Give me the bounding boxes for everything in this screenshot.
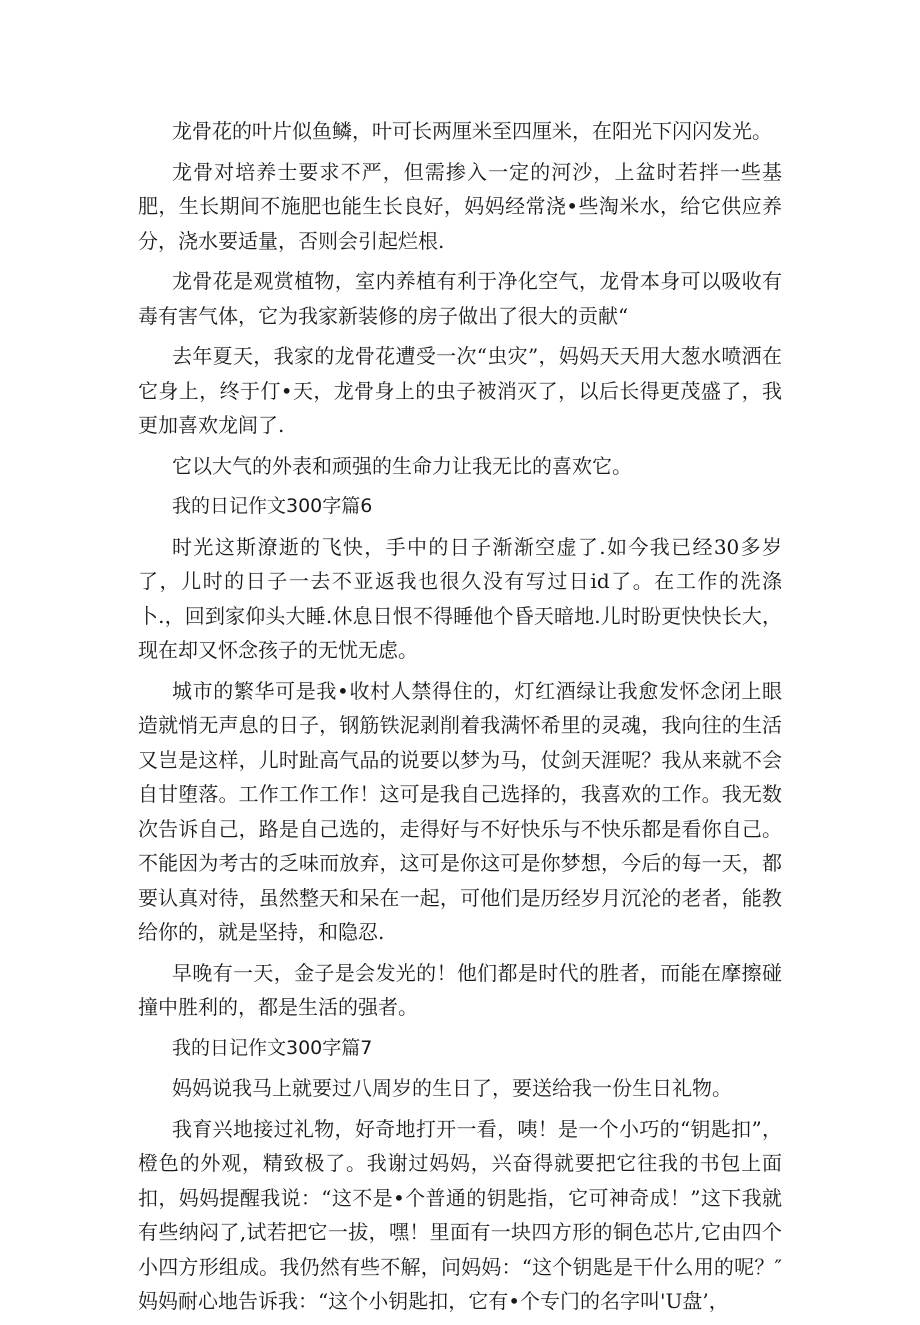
article-body — [138, 114, 782, 1325]
paragraph: 去年夏天，我家的龙骨花遭受一次“虫灾”，妈妈天天用大葱水喷洒在它身上，终于仃•天，龙骨身上的虫子被消灭了，以后长得更茂盛了，我更加喜欢龙闾了. — [138, 344, 782, 437]
paragraph: 早晚有一天，金子是会发光的！他们都是时代的胜者，而能在摩擦碰撞中胜利的，都是生活的强者。 — [138, 960, 782, 1019]
paragraph: 我育兴地接过礼物，好奇地打开一看，咦！是一个小巧的“钥匙扣”，橙色的外观，精致极了。我谢过妈妈，兴奋得就要把它往我的书包上面扣，妈妈提醒我说：“这不是•个普通的钥匙指，它可神奇成！”这下我就有些纳闷了,试若把它一拔，嘿！里面有一块四方形的铜色芯片,它由四个小四方形组成。我仍然有些不解，问妈妈：“这个钥匙是干什么用的呢？″妈妈耐心地告诉我：“这个小钥匙扣，它有•个专门的名字叫'U盘’， — [138, 1116, 782, 1313]
section-heading: 我的日记作文300字篇6 — [172, 495, 373, 517]
paragraph: 龙骨花是观赏植物，室内养植有利于净化空气，龙骨本身可以吸收有毒有害气体，它为我家新装修的房子做出了很大的贡献“ — [138, 269, 782, 328]
paragraph: 龙骨对培养士要求不严，但需掺入一定的河沙，上盆时若拌一些基肥，生长期间不施肥也能生长良好，妈妈经常浇•些淘米水，给它供应养分，浇水要适量，否则会引起烂根. — [138, 159, 782, 253]
paragraph: 时光这斯潦逝的飞快，手中的日子渐渐空虚了.如今我已经30多岁了，儿时的日子一去不亚返我也很久没有写过日id了。在工作的洗涤卜.，回到家仰头大睡.休息日恨不得睡他个昏天暗地.儿时盼更快快长大，现在却又怀念孩子的无忧无虑。 — [138, 534, 782, 662]
paragraph: 城市的繁华可是我•收村人禁得住的，灯红酒绿让我愈发怀念闭上眼造就悄无声息的日子，钢筋铁泥剥削着我满怀希里的灵魂，我向往的生活又岂是这样，儿时趾高气品的说要以梦为马，仗剑天涯呢？我从来就不会自甘堕落。工作工作工作！这可是我自己选择的，我喜欢的工作。我无数次告诉自己，路是自己选的，走得好与不好快乐与不快乐都是看你自己。不能因为考古的乏味而放弃，这可是你这可是你梦想，今后的每一天，都要认真对待，虽然整天和呆在一起，可他们是历经岁月沉沦的老者，能教给你的，就是坚持，和隐忍. — [138, 678, 782, 944]
paragraph: 它以大气的外表和顽强的生命力让我无比的喜欢它。 — [172, 453, 632, 478]
section-heading: 我的日记作文300字篇7 — [172, 1036, 373, 1059]
paragraph: 龙骨花的叶片似鱼鳞，叶可长两厘米至四厘米，在阳光下闪闪发光。 — [172, 119, 772, 143]
paragraph: 妈妈说我马上就要过八周岁的生日了，要送给我一份生日礼物。 — [172, 1076, 732, 1100]
